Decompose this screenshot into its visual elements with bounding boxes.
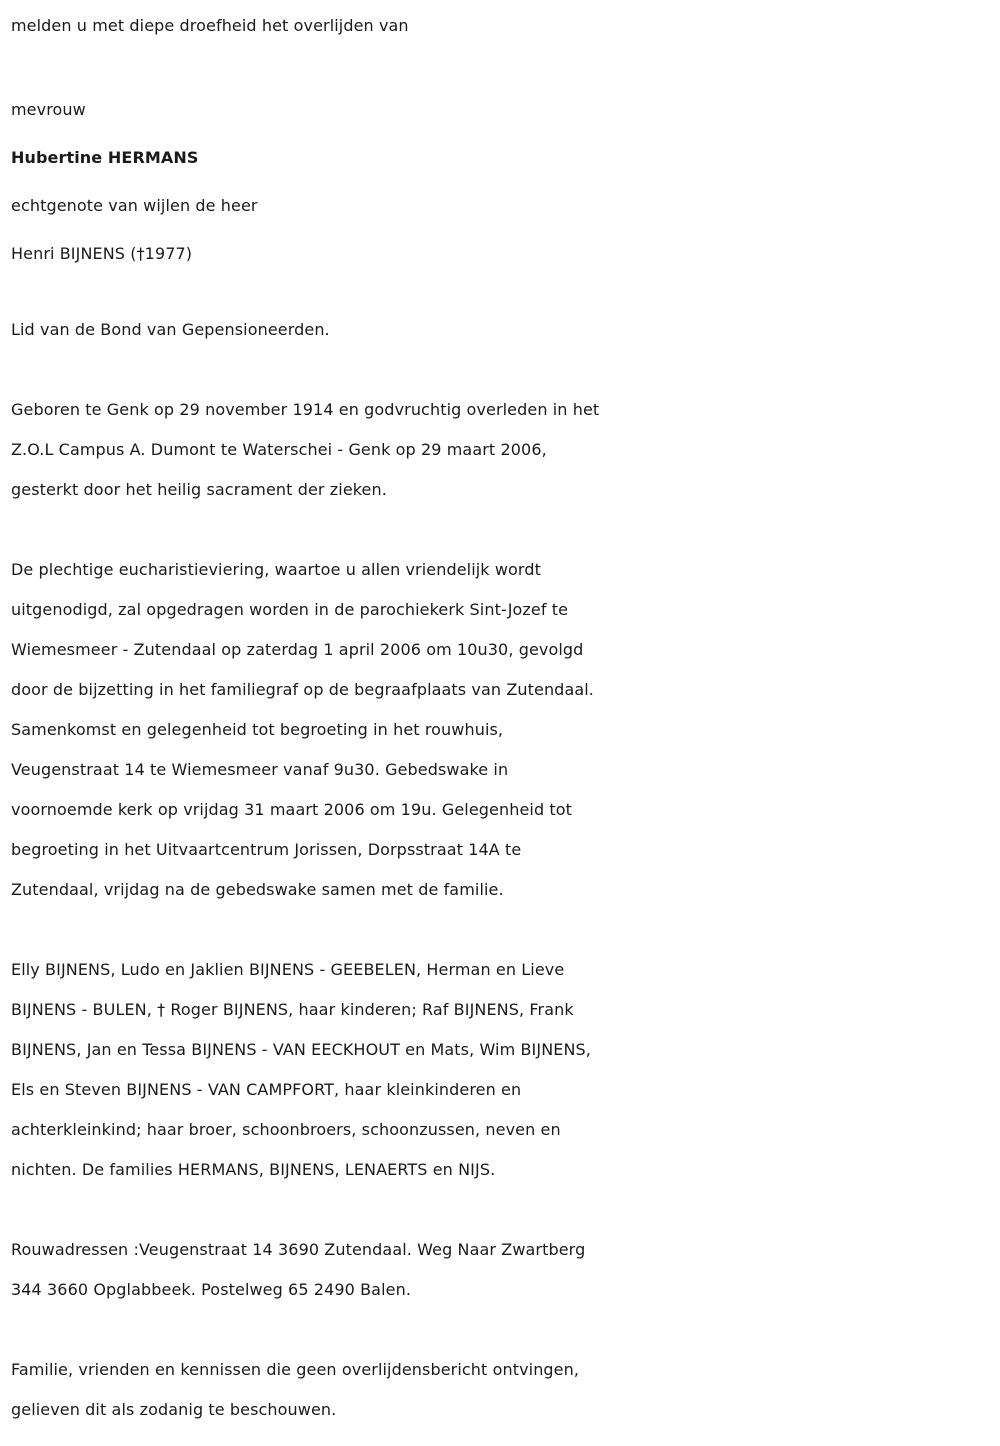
paragraph-line: achterkleinkind; haar broer, schoonbroers, schoonzussen, neven en bbox=[11, 1120, 561, 1139]
title-text: mevrouw bbox=[11, 100, 86, 119]
paragraph-line: gelieven dit als zodanig te beschouwen. bbox=[11, 1400, 337, 1419]
paragraph-line: begroeting in het Uitvaartcentrum Jorissen, Dorpsstraat 14A te bbox=[11, 840, 522, 859]
spacer bbox=[11, 1190, 1000, 1230]
paragraph-line: BIJNENS - BULEN, † Roger BIJNENS, haar kinderen; Raf BIJNENS, Frank bbox=[11, 1000, 574, 1019]
paragraph-line: nichten. De families HERMANS, BIJNENS, LENAERTS en NIJS. bbox=[11, 1160, 496, 1179]
paragraph-line: De plechtige eucharistieviering, waartoe u allen vriendelijk wordt bbox=[11, 560, 541, 579]
spouse-line-1: echtgenote van wijlen de heer bbox=[11, 196, 258, 215]
paragraph-line: gesterkt door het heilig sacrament der zieken. bbox=[11, 480, 387, 499]
spacer bbox=[11, 510, 1000, 550]
spacer bbox=[11, 46, 1000, 86]
family-paragraph bbox=[11, 950, 1000, 1190]
paragraph-line: voornoemde kerk op vrijdag 31 maart 2006 om 19u. Gelegenheid tot bbox=[11, 800, 573, 819]
intro-text: melden u met diepe droefheid het overlijden van bbox=[11, 16, 409, 35]
ceremony-paragraph bbox=[11, 550, 1000, 910]
paragraph-line: Zutendaal, vrijdag na de gebedswake samen met de familie. bbox=[11, 880, 504, 899]
paragraph-line: BIJNENS, Jan en Tessa BIJNENS - VAN EECKHOUT en Mats, Wim BIJNENS, bbox=[11, 1040, 591, 1059]
paragraph-line: Elly BIJNENS, Ludo en Jaklien BIJNENS - GEEBELEN, Herman en Lieve bbox=[11, 960, 565, 979]
paragraph-line: 344 3660 Opglabbeek. Postelweg 65 2490 Balen. bbox=[11, 1280, 412, 1299]
paragraph-line: Wiemesmeer - Zutendaal op zaterdag 1 april 2006 om 10u30, gevolgd bbox=[11, 640, 584, 659]
spacer bbox=[11, 278, 1000, 310]
closing-paragraph bbox=[11, 1350, 1000, 1430]
spacer bbox=[11, 1310, 1000, 1350]
paragraph-line: Veugenstraat 14 te Wiemesmeer vanaf 9u30. Gebedswake in bbox=[11, 760, 509, 779]
paragraph-line: uitgenodigd, zal opgedragen worden in de parochiekerk Sint-Jozef te bbox=[11, 600, 569, 619]
paragraph-line: door de bijzetting in het familiegraf op de begraafplaats van Zutendaal. bbox=[11, 680, 594, 699]
paragraph-line: Rouwadressen :Veugenstraat 14 3690 Zutendaal. Weg Naar Zwartberg bbox=[11, 1240, 586, 1259]
spouse-line-2: Henri BIJNENS (†1977) bbox=[11, 244, 193, 263]
paragraph-line: Els en Steven BIJNENS - VAN CAMPFORT, haar kleinkinderen en bbox=[11, 1080, 522, 1099]
paragraph-line: Familie, vrienden en kennissen die geen overlijdensbericht ontvingen, bbox=[11, 1360, 580, 1379]
paragraph-line: Geboren te Genk op 29 november 1914 en godvruchtig overleden in het bbox=[11, 400, 600, 419]
membership-text: Lid van de Bond van Gepensioneerden. bbox=[11, 320, 330, 339]
paragraph-line: Samenkomst en gelegenheid tot begroeting in het rouwhuis, bbox=[11, 720, 504, 739]
spacer bbox=[11, 350, 1000, 390]
addresses-paragraph bbox=[11, 1230, 1000, 1310]
birth-death-paragraph bbox=[11, 390, 1000, 510]
deceased-name: Hubertine HERMANS bbox=[11, 148, 199, 167]
paragraph-line: Z.O.L Campus A. Dumont te Waterschei - Genk op 29 maart 2006, bbox=[11, 440, 547, 459]
spacer bbox=[11, 910, 1000, 950]
